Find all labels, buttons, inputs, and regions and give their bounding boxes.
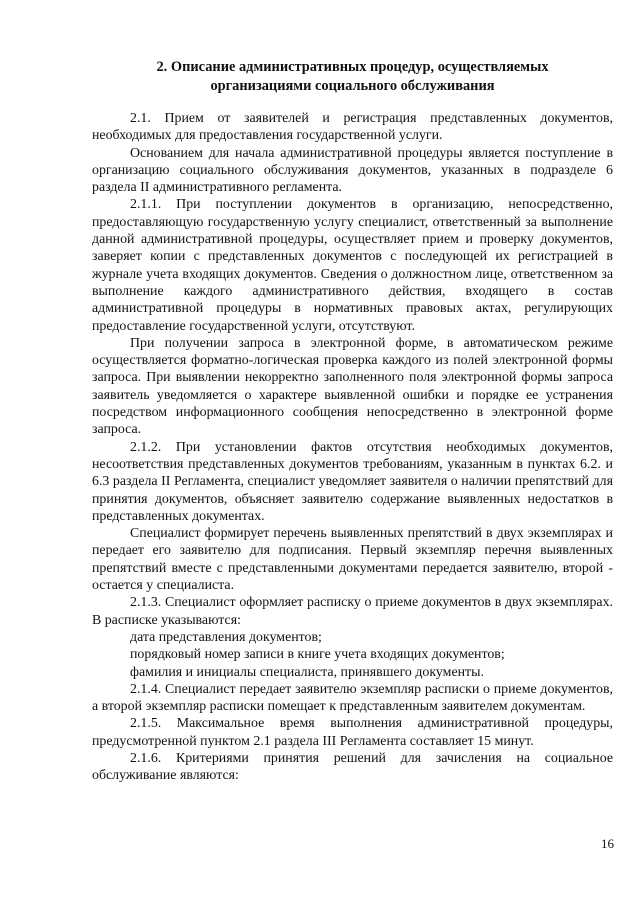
list-item-record-number: порядковый номер записи в книге учета входящих документов; <box>130 647 505 663</box>
paragraph-basis: Основанием для начала административной процедуры является поступление в организацию социального обслуживания документов, указанных в подразделе 6 раздела II административного регламента. <box>92 145 613 196</box>
paragraph-2-1-1: 2.1.1. При поступлении документов в организацию, непосредственно, предоставляющую государственную услугу специалист, ответственный за выполнение данной административной процедуры, осуществляет прием и проверку документов, заверяет копии с представленных документов с последующей их регистрацией в журнале учета входящих документов. Сведения о должностном лице, ответственном за выполнение каждого административного действия, входящего в состав административной процедуры в нормативных правовых актах, регулирующих предоставление государственной услуги, отсутствуют. <box>92 197 613 334</box>
paragraph-2-1: 2.1. Прием от заявителей и регистрация представленных документов, необходимых для предоставления государственной услуги. <box>92 111 613 144</box>
paragraph-obstacles-list: Специалист формирует перечень выявленных препятствий в двух экземплярах и передает его заявителю для подписания. Первый экземпляр перечня выявленных препятствий вместе с представленными документами передается заявителю, второй - остается у специалиста. <box>92 526 613 594</box>
paragraph-2-1-4: 2.1.4. Специалист передает заявителю экземпляр расписки о приеме документов, а второй экземпляр расписки помещает к представленным заявителем документам. <box>92 681 613 715</box>
section-heading <box>92 58 613 96</box>
paragraph-2-1-3: 2.1.3. Специалист оформляет расписку о приеме документов в двух экземплярах. В расписке указываются: <box>92 595 613 628</box>
page-number: 16 <box>601 836 614 851</box>
paragraph-2-1-2: 2.1.2. При установлении фактов отсутствия необходимых документов, несоответствия представленных документов требованиям, указанным в пунктах 6.2. и 6.3 раздела II Регламента, специалист уведомляет заявителя о наличии препятствий для принятия документов, объясняет заявителю содержание выявленных недостатков в представленных документах. <box>92 439 613 524</box>
section-heading-line-1: 2. Описание административных процедур, осуществляемых <box>156 59 549 75</box>
list-item-specialist-name: фамилия и инициалы специалиста, принявшего документы. <box>130 664 484 680</box>
section-body <box>92 110 613 785</box>
section-heading-line-2: организациями социального обслуживания <box>210 78 495 94</box>
paragraph-2-1-6: 2.1.6. Критериями принятия решений для зачисления на социальное обслуживание являются: <box>92 750 613 784</box>
list-item-date: дата представления документов; <box>130 629 322 645</box>
paragraph-2-1-5: 2.1.5. Максимальное время выполнения административной процедуры, предусмотренной пунктом 2.1 раздела III Регламента составляет 15 минут. <box>92 716 613 749</box>
paragraph-electronic-request: При получении запроса в электронной форме, в автоматическом режиме осуществляется форматно-логическая проверка каждого из полей электронной формы запроса. При выявлении некорректно заполненного поля электронной формы запроса заявитель уведомляется о характере выявленной ошибки и порядке ее устранения посредством информационного сообщения непосредственно в электронной форме запроса. <box>92 335 613 438</box>
